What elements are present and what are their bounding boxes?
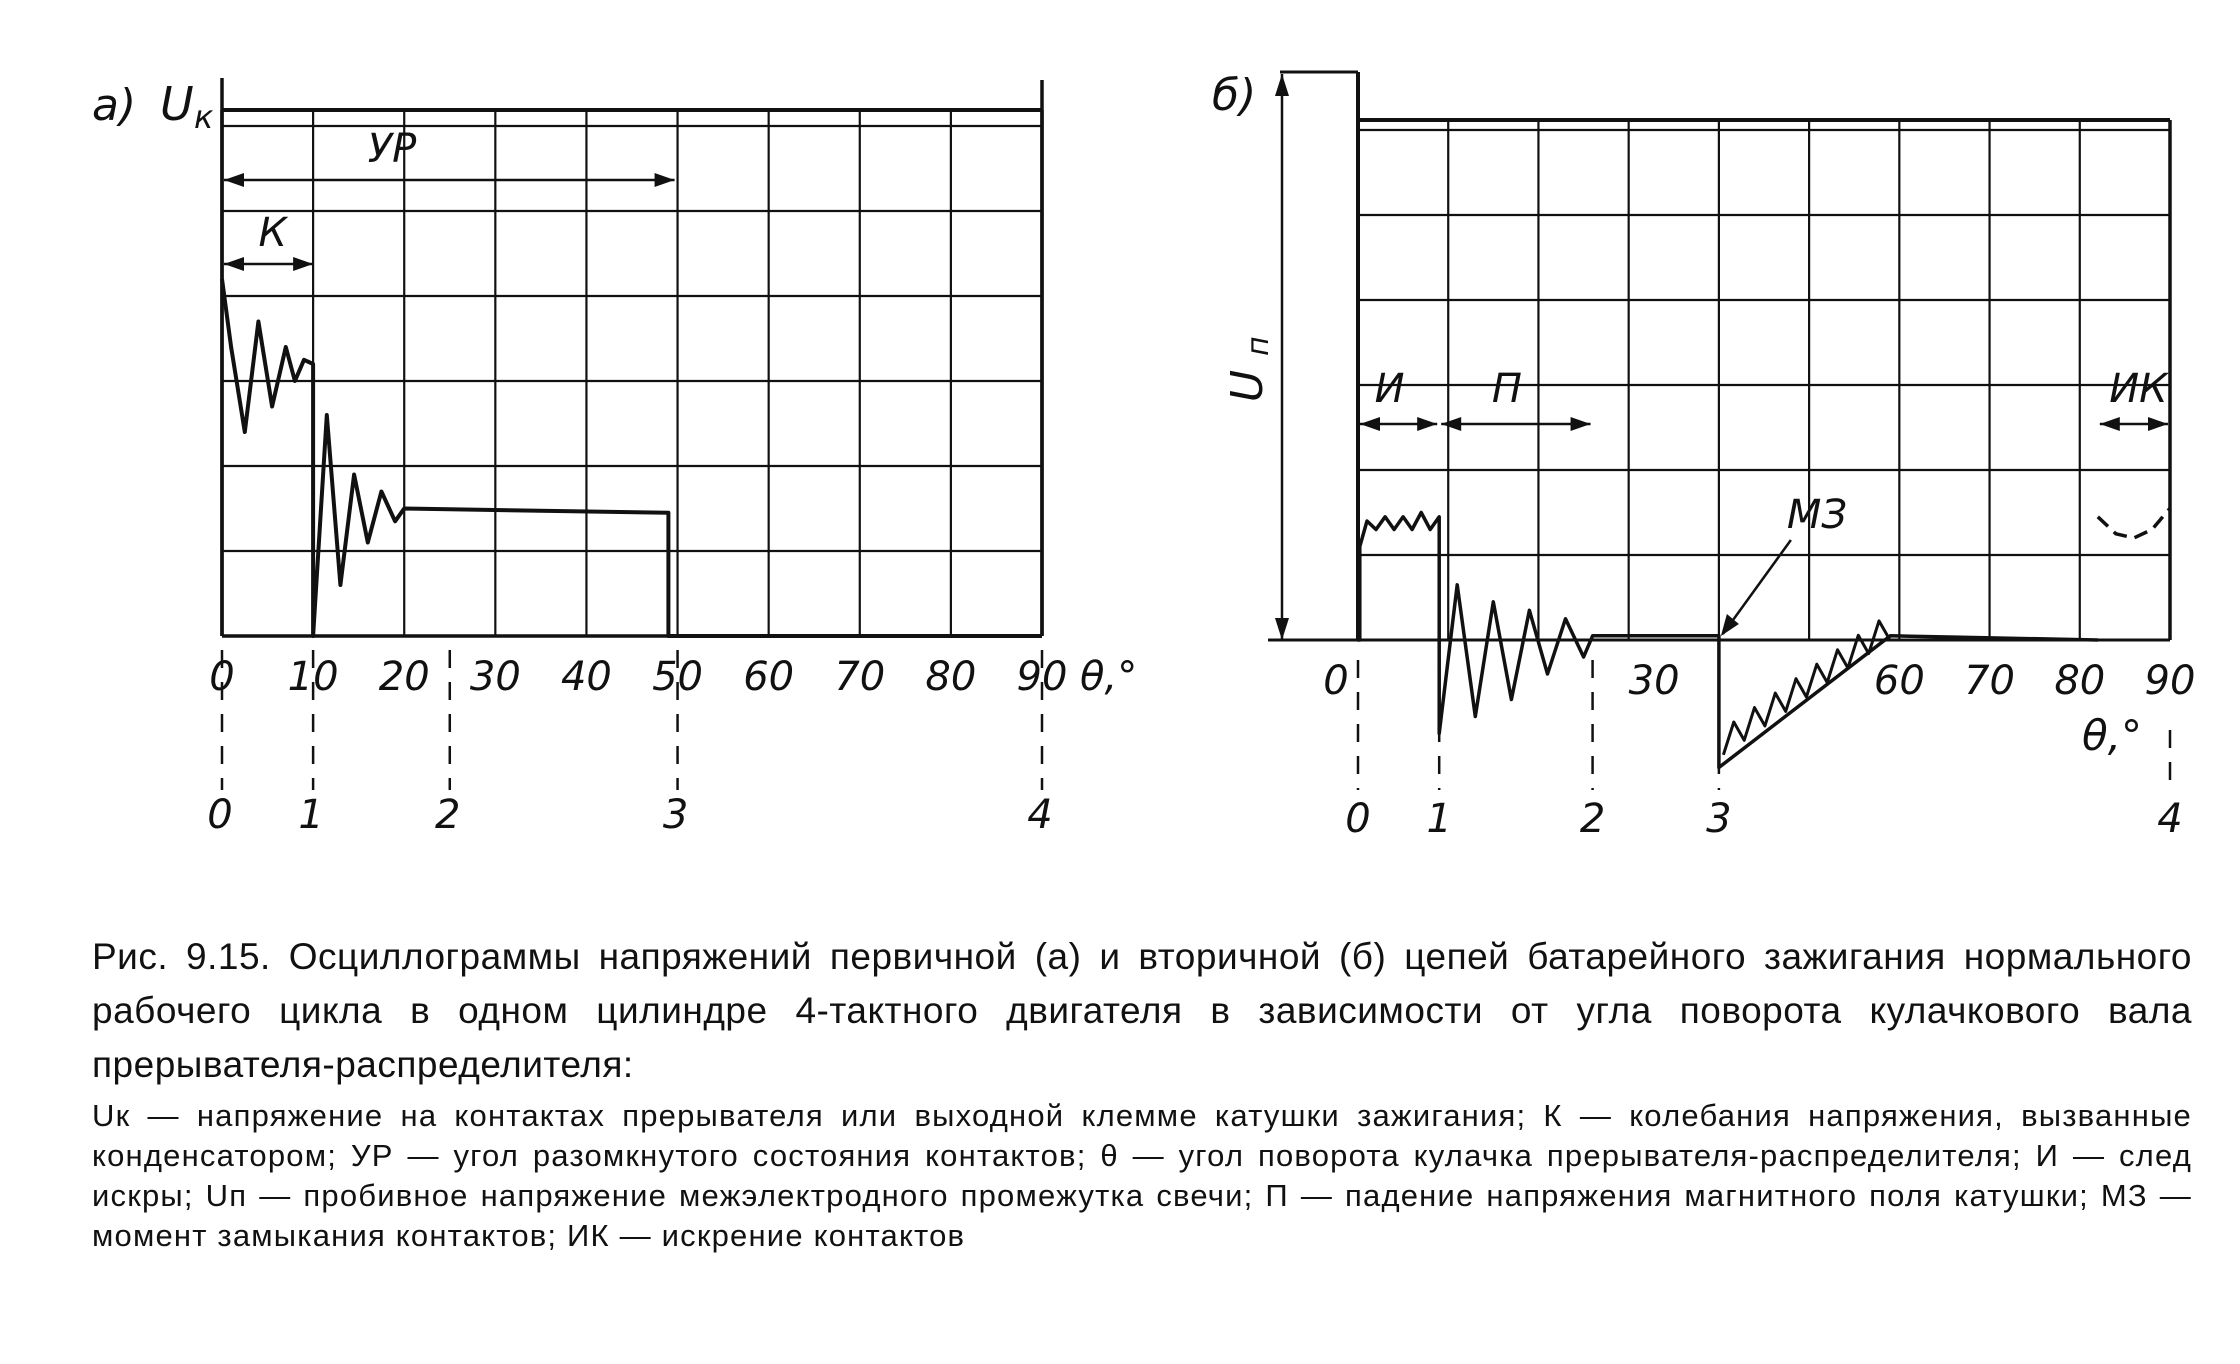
chart-b-mz-label: МЗ <box>1786 492 1848 538</box>
chart-a-x-tick-label: 80 <box>925 654 977 700</box>
chart-b-up-arrow-bottom <box>1275 618 1289 640</box>
chart-b-ylabel: U <box>1222 369 1273 403</box>
chart-a-ur-arrow-arrow-right <box>655 173 675 187</box>
chart-a-stage-label: 2 <box>435 792 461 838</box>
chart-a-ur-arrow-arrow-left <box>224 173 244 187</box>
figure-caption <box>92 930 2192 1256</box>
chart-a-xlabel: θ,° <box>1080 654 1138 700</box>
chart-a-ylabel-sub: к <box>194 98 214 136</box>
chart-a-x-tick-label: 60 <box>743 654 795 700</box>
chart-b-panel-label: б) <box>1212 70 1257 121</box>
chart-b-p-arrow-arrow-right <box>1571 417 1591 431</box>
chart-a-ur-label: УР <box>367 126 417 172</box>
chart-a-x-tick-label: 50 <box>652 654 704 700</box>
chart-b-ylabel-sub: п <box>1241 336 1276 356</box>
chart-a-ylabel: U <box>160 77 194 131</box>
chart-a-x-tick-label: 40 <box>560 654 612 700</box>
chart-a-stage-label: 0 <box>207 792 233 838</box>
chart-b-x-tick-label: 0 <box>1323 658 1349 704</box>
chart-b-ik-label: ИК <box>2109 366 2168 412</box>
chart-b-stage-label: 3 <box>1706 796 1732 842</box>
chart-b-stage-label: 4 <box>2157 796 2183 842</box>
chart-b-stage-label: 0 <box>1345 796 1371 842</box>
chart-a-panel-label: а) <box>92 80 137 131</box>
chart-b-xlabel: θ,° <box>2082 711 2143 760</box>
chart-b-p-arrow-arrow-left <box>1441 417 1461 431</box>
chart-a-x-tick-label: 20 <box>378 654 430 700</box>
chart-b-series-line <box>2098 508 2170 538</box>
chart-a-k-arrow-arrow-left <box>224 257 244 271</box>
chart-b-x-tick-label: 80 <box>2054 658 2106 704</box>
chart-a-k-label: К <box>258 210 287 256</box>
chart-b-stage-label: 1 <box>1426 796 1452 842</box>
chart-a-x-tick-label: 90 <box>1016 654 1068 700</box>
chart-b-i-arrow-arrow-left <box>1360 417 1380 431</box>
chart-a-stage-label: 4 <box>1027 792 1053 838</box>
chart-a-stage-label: 3 <box>662 792 689 838</box>
chart-b-secondary-voltage <box>1212 70 2195 842</box>
chart-a-primary-voltage <box>92 77 1137 838</box>
chart-a-x-tick-label: 10 <box>287 654 339 700</box>
chart-a-x-tick-label: 0 <box>209 654 235 700</box>
chart-a-x-tick-label: 30 <box>469 654 521 700</box>
caption-legend: Uк — напряжение на контактах прерывателя или выходной клемме катушки зажигания; К — колебания напряжения, вызванные конденсатором; УР — угол разомкнутого состояния контактов; θ — угол поворота кулачка прерывателя-распределителя; И — след искры; Uп — пробивное напряжение межэлектродного промежутка свечи; П — падение напряжения магнитного поля катушки; МЗ — момент замыкания контактов; ИК — искрение контактов <box>92 1098 2192 1253</box>
chart-a-k-arrow-arrow-right <box>293 257 313 271</box>
chart-b-x-tick-label: 30 <box>1628 658 1680 704</box>
chart-b-p-label: П <box>1491 366 1522 412</box>
chart-b-x-tick-label: 70 <box>1964 658 2016 704</box>
chart-b-i-arrow-arrow-right <box>1417 417 1437 431</box>
chart-a-x-tick-label: 70 <box>834 654 886 700</box>
chart-b-up-arrow-top <box>1275 74 1289 96</box>
chart-b-ik-arrow-arrow-left <box>2100 417 2120 431</box>
chart-b-x-tick-label: 90 <box>2144 658 2196 704</box>
caption-main: Рис. 9.15. Осциллограммы напряжений первичной (а) и вторичной (б) цепей батарейного зажигания нормального рабочего цикла в одном цилиндре 4-тактного двигателя в зависимости от угла поворота кулачкового вала прерывателя-распределителя: <box>92 936 2192 1085</box>
chart-a-stage-label: 1 <box>298 792 324 838</box>
chart-b-ik-arrow-arrow-right <box>2148 417 2168 431</box>
chart-b-x-tick-label: 60 <box>1873 658 1925 704</box>
chart-b-stage-label: 2 <box>1579 796 1606 842</box>
chart-b-i-label: И <box>1374 366 1405 412</box>
chart-a-series-line <box>222 279 1042 636</box>
